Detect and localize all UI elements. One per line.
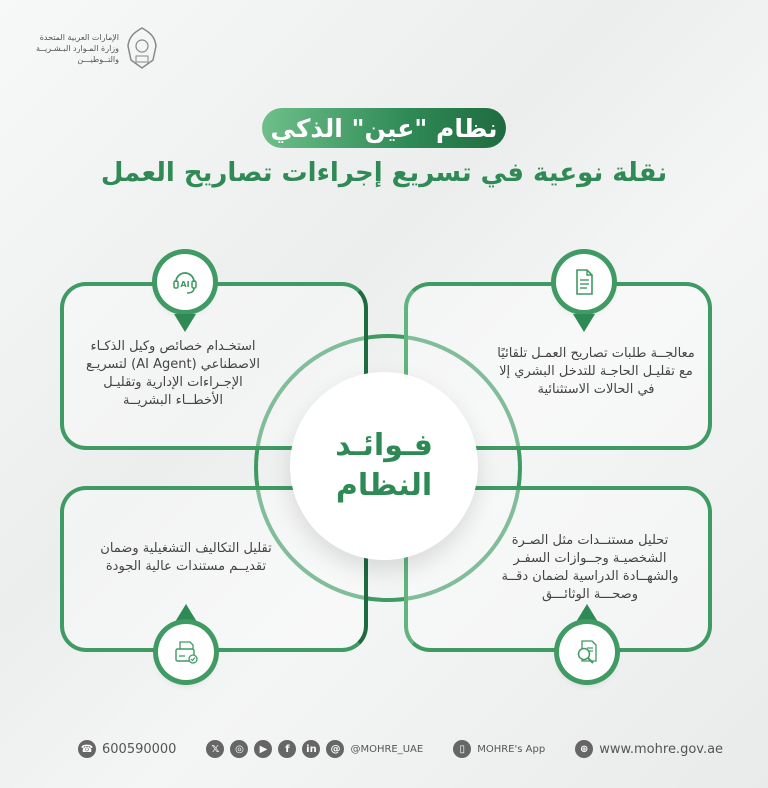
facebook-icon[interactable]: f [278,740,296,758]
x-icon[interactable]: 𝕏 [206,740,224,758]
ai-headset-pin [157,254,213,310]
documents-check-icon [171,637,201,667]
threads-icon[interactable]: @ [326,740,344,758]
pin-pointer [174,314,196,332]
app-label[interactable]: MOHRE's App [477,743,546,755]
center-badge [290,372,478,560]
phone-number[interactable]: 600590000 [102,741,177,757]
pin-pointer [175,604,197,622]
org-line-1: الإمارات العربية المتحدة [39,32,120,42]
uae-emblem-icon [125,26,159,70]
document-search-pin [559,624,615,680]
pin-pointer [573,314,595,332]
page-title: نظام "عين" الذكي [262,108,506,148]
youtube-icon[interactable]: ▶ [254,740,272,758]
benefit-text-ai-agent: استخـدام خصائص وكيل الذكـاء الاصطناعي (AI Agent) لتسريـع الإجـراءات الإدارية وتقليـل الأخطــاء البشريــة [86,339,260,408]
document-pin [556,254,612,310]
document-icon [569,267,599,297]
social-handle[interactable]: @MOHRE_UAE [350,743,424,755]
org-line-3: والتــوطيـــن [77,54,120,64]
center-line-1: فـوائـد [335,428,433,463]
documents-check-pin [158,624,214,680]
benefit-text-automatic-processing: معالجــة طلبات تصاريح العمـل تلقائيًا مع تقليـل الحاجـة للتدخل البشري إلا في الحالات الاستثنائية [497,346,695,397]
document-search-icon [572,637,602,667]
ai-headset-icon [170,267,200,297]
instagram-icon[interactable]: ◎ [230,740,248,758]
benefit-text-document-analysis: تحليل مستنــدات مثل الصـرة الشخصيـة وجــوازات السفـر والشهــادة الدراسية لضمان دقــة وصحـــة الوثائـــق [501,533,679,602]
footer [78,740,723,758]
center-line-2: النظام [335,468,433,503]
org-line-2: وزارة المـوارد البـشـريــة [36,43,120,53]
phone-icon: ☎ [78,740,96,758]
website-link[interactable]: www.mohre.gov.ae [599,741,724,757]
pin-pointer [576,604,598,622]
page-subtitle: نقلة نوعية في تسريع إجراءات تصاريح العمل [100,158,668,188]
mobile-app-icon: ▯ [453,740,471,758]
globe-icon: ⊕ [575,740,593,758]
linkedin-icon[interactable]: in [302,740,320,758]
benefit-text-cost-reduction: تقليل التكاليف التشغيلية وضمان تقديــم مستندات عالية الجودة [100,541,272,574]
ministry-logo [36,26,159,70]
svg-text:AI: AI [180,280,190,289]
